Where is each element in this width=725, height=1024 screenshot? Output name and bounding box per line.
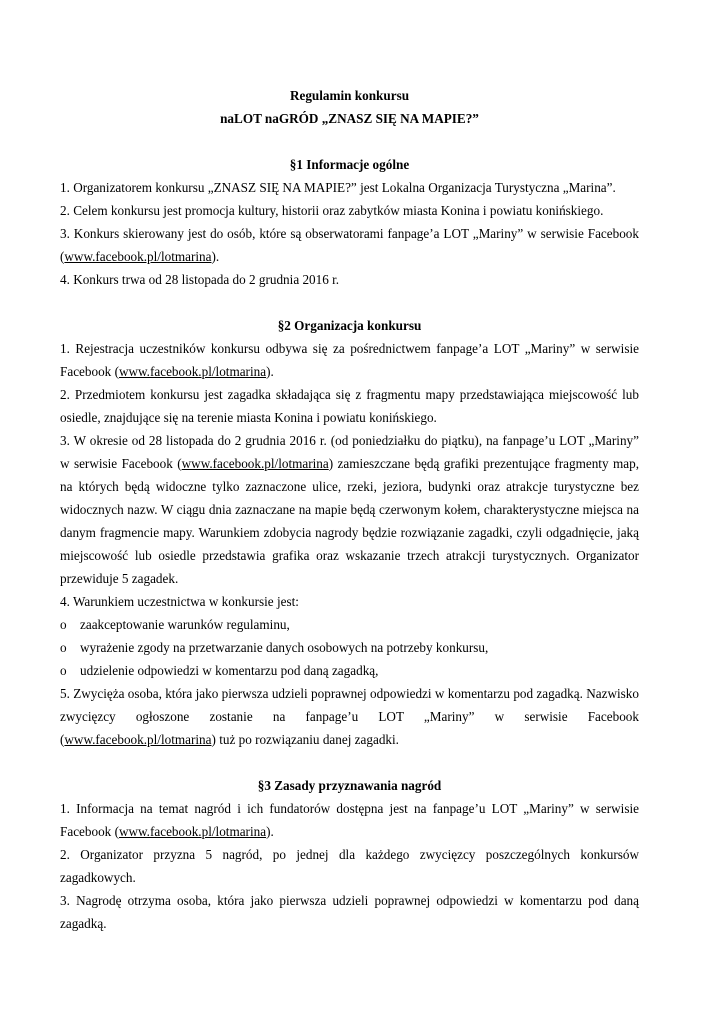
s1-paragraph-1: 1. Organizatorem konkursu „ZNASZ SIĘ NA MAPIE?” jest Lokalna Organizacja Turystyczna „Marina”. xyxy=(60,180,616,195)
s2-p3-text-a: 3. W okresie od 28 listopada do 2 grudnia 2016 r. (od poniedziałku do piątku), na fanpage’u LOT „Mariny” w serwisie Facebook ( xyxy=(60,433,639,471)
bullet-text: udzielenie odpowiedzi w komentarzu pod daną zagadką, xyxy=(80,663,379,678)
bullet-item xyxy=(60,613,639,636)
s3-paragraph-3: 3. Nagrodę otrzyma osoba, która jako pierwsza udzieli poprawnej odpowiedzi w komentarzu pod daną zagadką. xyxy=(60,893,639,931)
s2-paragraph-2: 2. Przedmiotem konkursu jest zagadka składająca się z fragmentu mapy przedstawiająca miejscowość lub osiedle, znajdujące się na terenie miasta Konina i powiatu konińskiego. xyxy=(60,387,639,425)
s1-paragraph-2: 2. Celem konkursu jest promocja kultury, historii oraz zabytków miasta Konina i powiatu konińskiego. xyxy=(60,203,604,218)
s3-p1-text-a: 1. Informacja na temat nagród i ich fundatorów dostępna jest na fanpage’u LOT „Mariny” w serwisie Facebook ( xyxy=(60,801,639,839)
spacer xyxy=(60,291,639,314)
s1-p3-text-b: ). xyxy=(211,249,220,264)
section-1-heading: §1 Informacje ogólne xyxy=(289,157,410,172)
s2-p1-text-a: 1. Rejestracja uczestników konkursu odbywa się za pośrednictwem fanpage’a LOT „Mariny” w serwisie Facebook ( xyxy=(60,341,639,379)
bullet-item xyxy=(60,636,639,659)
bullet-text: wyrażenie zgody na przetwarzanie danych osobowych na potrzeby konkursu, xyxy=(80,640,489,655)
facebook-link[interactable]: www.facebook.pl/lotmarina xyxy=(64,732,212,747)
document-subtitle: naLOT naGRÓD „ZNASZ SIĘ NA MAPIE?” xyxy=(220,111,479,126)
s1-p3-text-a: 3. Konkurs skierowany jest do osób, które są obserwatorami fanpage’a LOT „Mariny” w serwisie Facebook ( xyxy=(60,226,639,264)
s2-p5-text-b: ) tuż po rozwiązaniu danej zagadki. xyxy=(211,732,399,747)
section-3-heading: §3 Zasady przyznawania nagród xyxy=(257,778,442,793)
s2-p1-text-b: ). xyxy=(266,364,274,379)
s3-p1-text-b: ). xyxy=(266,824,274,839)
s2-paragraph-1 xyxy=(60,337,639,383)
s3-paragraph-2: 2. Organizator przyzna 5 nagród, po jednej dla każdego zwycięzcy poszczególnych konkursów zagadkowych. xyxy=(60,847,639,885)
s2-p3-text-b: ) zamieszczane będą grafiki prezentujące fragmenty map, na których będą widoczne tylko zaznaczone ulice, rzeki, jeziora, budynki oraz atrakcje turystyczne bez widocznych nazw. W ciągu dnia zaznaczane na mapie będą czerwonym kołem, charakterystyczne miejsca na danym fragmencie mapy. Warunkiem zdobycia nagrody będzie rozwiązanie zagadki, czyli odgadnięcie, jaką miejscowość lub osiedle przedstawia grafika oraz wskazanie trzech atrakcji turystycznych. Organizator przewiduje 5 zagadek. xyxy=(60,456,639,586)
facebook-link[interactable]: www.facebook.pl/lotmarina xyxy=(64,249,212,264)
s1-paragraph-4: 4. Konkurs trwa od 28 listopada do 2 grudnia 2016 r. xyxy=(60,272,340,287)
s2-paragraph-5 xyxy=(60,682,639,751)
s2-p5-text-a: 5. Zwycięża osoba, która jako pierwsza udzieli poprawnej odpowiedzi w komentarzu pod zagadką. Nazwisko zwycięzcy ogłoszone zostanie na fanpage’u LOT „Mariny” w serwisie Facebook ( xyxy=(60,686,639,747)
s2-paragraph-4: 4. Warunkiem uczestnictwa w konkursie jest: xyxy=(60,594,299,609)
document-page xyxy=(60,84,639,935)
bullet-text: zaakceptowanie warunków regulaminu, xyxy=(80,617,290,632)
bullet-marker: o xyxy=(60,640,67,655)
s3-paragraph-1 xyxy=(60,797,639,843)
s2-paragraph-3 xyxy=(60,429,639,590)
spacer xyxy=(60,751,639,774)
bullet-marker: o xyxy=(60,663,67,678)
facebook-link[interactable]: www.facebook.pl/lotmarina xyxy=(118,364,267,379)
facebook-link[interactable]: www.facebook.pl/lotmarina xyxy=(118,824,267,839)
bullet-marker: o xyxy=(60,617,67,632)
bullet-item xyxy=(60,659,639,682)
document-title: Regulamin konkursu xyxy=(289,88,410,103)
s1-paragraph-3 xyxy=(60,222,639,268)
section-2-heading: §2 Organizacja konkursu xyxy=(277,318,422,333)
facebook-link[interactable]: www.facebook.pl/lotmarina xyxy=(181,456,329,471)
